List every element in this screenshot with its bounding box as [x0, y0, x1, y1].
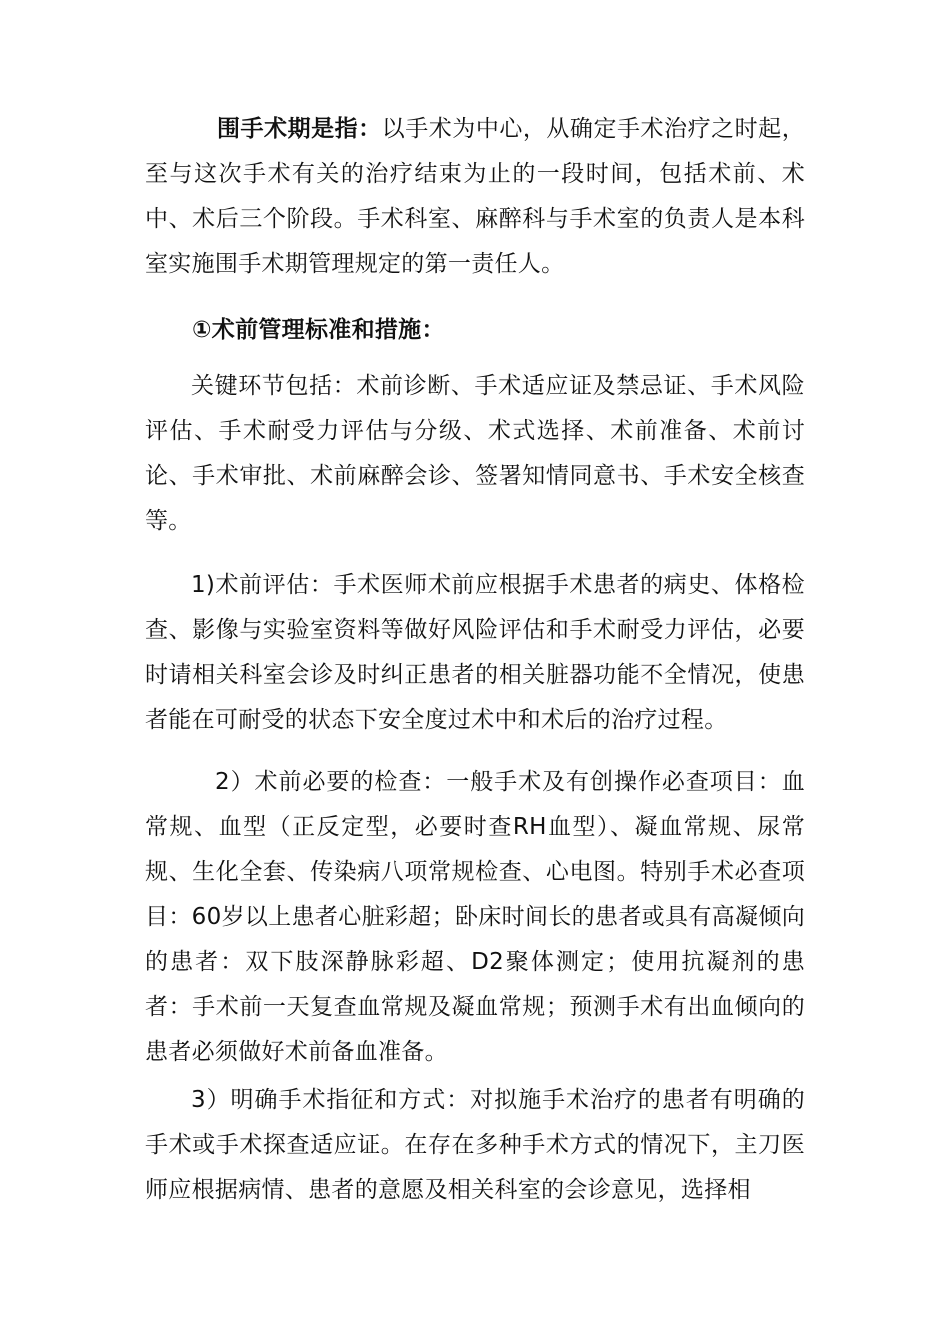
intro-text: 以手术为中心，从确定手术治疗之时起，至与这次手术有关的治疗结束为止的一段时间，包括术前、术中、术后三个阶段。手术科室、麻醉科与手术室的负责人是本科室实施围手术期管理规定的第一责任人。: [145, 116, 805, 277]
item-2-paragraph: 2）术前必要的检查：一般手术及有创操作必查项目：血常规、血型（正反定型，必要时查RH血型）、凝血常规、尿常规、生化全套、传染病八项常规检查、心电图。特别手术必查项目：60岁以上患者心脏彩超；卧床时间长的患者或具有高凝倾向的患者：双下肢深静脉彩超、D2聚体测定；使用抗凝剂的患者：手术前一天复查血常规及凝血常规；预测手术有出血倾向的患者必须做好术前备血准备。: [145, 769, 805, 1065]
item-1-paragraph: 1)术前评估：手术医师术前应根据手术患者的病史、体格检查、影像与实验室资料等做好风险评估和手术耐受力评估，必要时请相关科室会诊及时纠正患者的相关脏器功能不全情况，使患者能在可耐受的状态下安全度过术中和术后的治疗过程。: [145, 572, 805, 733]
section-heading: ①术前管理标准和措施：: [192, 317, 445, 343]
intro-paragraph: [145, 107, 805, 287]
key-links-paragraph: 关键环节包括：术前诊断、手术适应证及禁忌证、手术风险评估、手术耐受力评估与分级、术式选择、术前准备、术前讨论、手术审批、术前麻醉会诊、签署知情同意书、手术安全核查等。: [145, 373, 805, 534]
item-3-paragraph: 3）明确手术指征和方式：对拟施手术治疗的患者有明确的手术或手术探查适应证。在存在多种手术方式的情况下，主刀医师应根据病情、患者的意愿及相关科室的会诊意见，选择相: [145, 1087, 805, 1203]
intro-term: 围手术期是指：: [217, 116, 382, 142]
